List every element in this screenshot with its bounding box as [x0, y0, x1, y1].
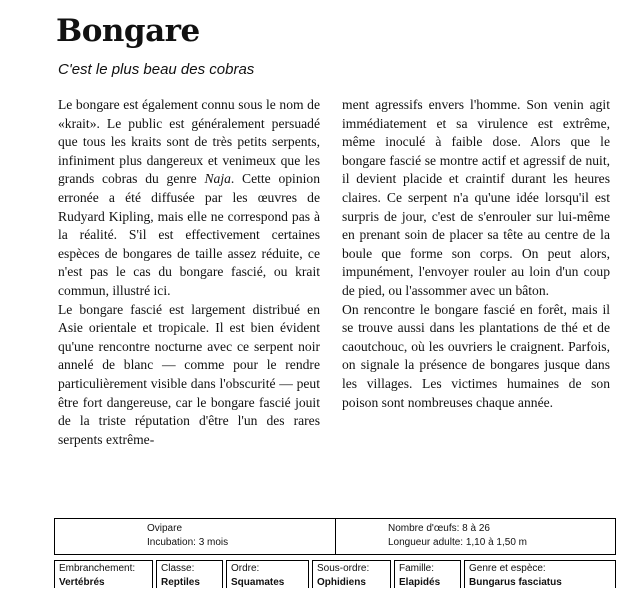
- taxonomy-value: Reptiles: [161, 577, 200, 588]
- incubation-period: Incubation: 3 mois: [147, 537, 229, 548]
- taxonomy-value: Vertébrés: [59, 577, 105, 588]
- taxonomy-label: Classe:: [161, 563, 195, 574]
- fact-box-reproduction-row: [54, 518, 616, 555]
- reproduction-cell: [55, 519, 336, 554]
- taxonomy-value: Ophidiens: [317, 577, 366, 588]
- taxonomy-cell-species: [464, 560, 616, 588]
- reproduction-mode: Ovipare: [147, 523, 183, 534]
- paragraph: Le bongare fascié est largement distribué en Asie orientale et tropicale. Il est bien évident qu'une rencontre nocturne avec ce serpent noir annelé de blanc — comme pour le rendre particulièrement visible dans l'obscurité — peut être fort dangereuse, car le bongare fascié jouit de la triste réputation d'être l'un des rares serpents extrême-: [58, 301, 320, 447]
- taxonomy-label: Embranchement:: [59, 563, 136, 574]
- taxonomy-cell-suborder: [312, 560, 391, 588]
- taxonomy-label: Genre et espèce:: [469, 563, 546, 574]
- page-subtitle: C'est le plus beau des cobras: [58, 61, 255, 78]
- size-cell: [336, 519, 615, 554]
- egg-count: Nombre d'œufs: 8 à 26: [388, 523, 490, 534]
- taxonomy-value: Squamates: [231, 577, 285, 588]
- text-column-right: [342, 96, 610, 412]
- taxonomy-label: Famille:: [399, 563, 435, 574]
- paragraph: ment agressifs envers l'homme. Son venin agit immédiatement et sa virulence est extrême, même inoculé à faible dose. Alors que le bongare fascié se montre actif et agressif de nuit, il devient placide et craintif durant les heures claires. Ce serpent n'a qu'une idée lorsqu'il est surpris de jour, c'est de s'enrouler sur lui-même en prenant soin de placer sa tête au centre de la boule que forme son corps. On peut alors, impunément, l'envoyer rouler au loin d'un coup de pied, ou l'assommer avec un bâton.: [342, 97, 610, 298]
- paragraph-text: . Cette opinion erronée a été diffusée par les œuvres de Rudyard Kipling, mais elle ne correspond pas à la réalité. S'il est effectivement certaines espèces de bongares de taille assez réduite, ce n'est pas le cas du bongare fascié, ou krait commun, illustré ici.: [58, 171, 320, 298]
- page-title: Bongare: [56, 13, 200, 49]
- taxonomy-cell-phylum: [54, 560, 153, 588]
- taxonomy-label: Sous-ordre:: [317, 563, 370, 574]
- fact-box: [54, 518, 616, 589]
- genus-name: Naja: [204, 171, 231, 187]
- taxonomy-cell-family: [394, 560, 461, 588]
- taxonomy-value: Bungarus fasciatus: [469, 577, 562, 588]
- taxonomy-cell-order: [226, 560, 309, 588]
- paragraph-text: Le bongare est également connu sous le nom de «krait». Le public est généralement persuadé que tous les kraits sont de très petits serpents, infiniment plus dangereux et venimeux que les grands cobras du genre: [58, 97, 320, 187]
- taxonomy-value: Elapidés: [399, 577, 441, 588]
- adult-length: Longueur adulte: 1,10 à 1,50 m: [388, 537, 527, 548]
- paragraph: On rencontre le bongare fascié en forêt, mais il se trouve aussi dans les plantations de thé et de caoutchouc, où les ouvriers le craignent. Parfois, on signale la présence de bongares jusque dans les villages. Les victimes humaines de son poison sont nombreuses chaque année.: [342, 301, 610, 410]
- taxonomy-cell-class: [156, 560, 223, 588]
- text-column-left: [58, 96, 320, 449]
- fact-box-taxonomy-row: [54, 560, 616, 589]
- taxonomy-label: Ordre:: [231, 563, 260, 574]
- paragraph: [58, 96, 320, 301]
